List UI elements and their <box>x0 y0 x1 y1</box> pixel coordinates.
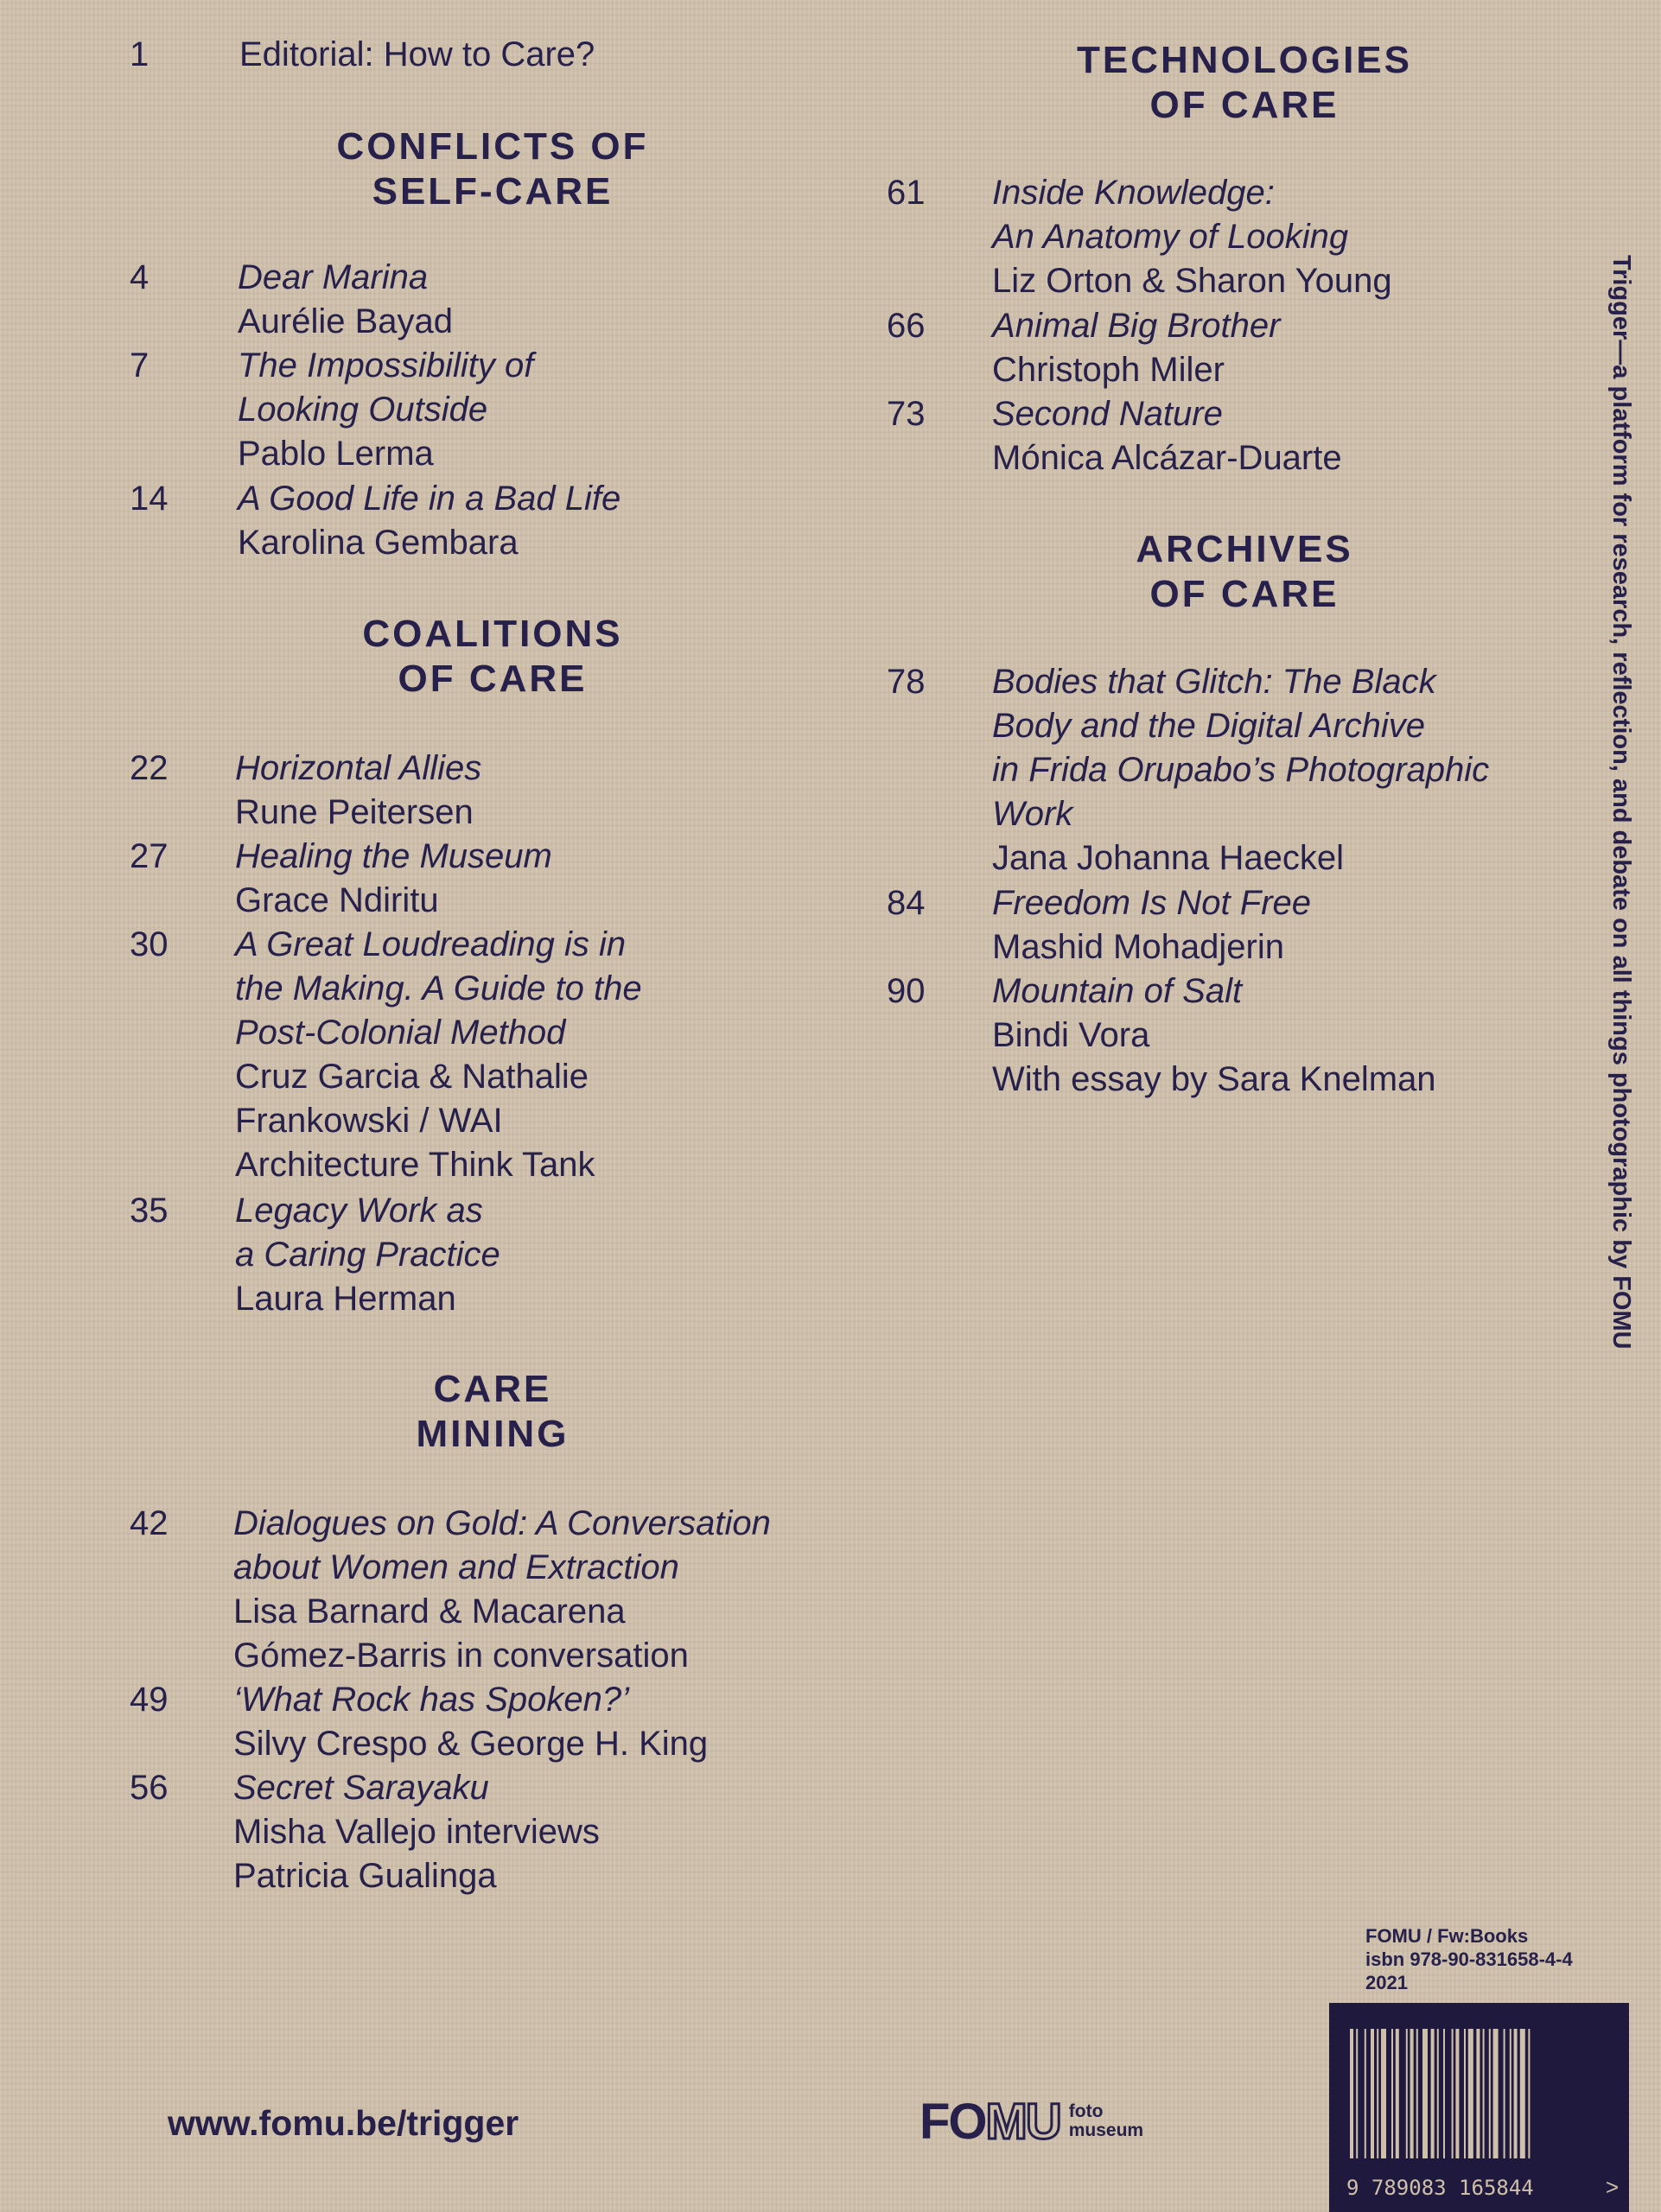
entry-author: Misha Vallejo interviews Patricia Gualinga <box>233 1813 600 1895</box>
entry-title: Animal Big Brother <box>992 307 1281 345</box>
entry-author: Bindi Vora With essay by Sara Knelman <box>992 1016 1436 1098</box>
barcode-arrow: > <box>1605 2174 1619 2200</box>
entry-author: Grace Ndiritu <box>235 881 439 919</box>
entry-title: A Great Loudreading is in the Making. A Guide to the Post-Colonial Method <box>235 925 642 1052</box>
page-number: 35 <box>130 1192 169 1230</box>
page-number: 66 <box>887 307 926 345</box>
page-number: 7 <box>130 346 150 385</box>
page-number: 14 <box>130 480 169 518</box>
page-number: 84 <box>887 884 926 922</box>
entry-author: Pablo Lerma <box>238 435 434 473</box>
entry-author: Aurélie Bayad <box>238 302 454 340</box>
entry-author: Silvy Crespo & George H. King <box>233 1725 709 1763</box>
barcode-bars <box>1350 2029 1601 2158</box>
page-number: 56 <box>130 1769 169 1807</box>
entry-title: Horizontal Allies <box>235 749 482 787</box>
logo-mu: MU <box>985 2093 1060 2150</box>
section-heading-technologies: TECHNOLOGIES OF CARE <box>1076 39 1413 126</box>
year-line: 2021 <box>1365 1972 1408 1993</box>
entry-author: Laura Herman <box>235 1280 456 1318</box>
entry-title: Inside Knowledge: An Anatomy of Looking <box>992 174 1349 256</box>
website-url: www.fomu.be/trigger <box>168 2103 519 2143</box>
entry-title: Dialogues on Gold: A Conversation about Women and Extraction <box>233 1504 771 1586</box>
entry-title: Second Nature <box>992 395 1223 433</box>
page-number: 78 <box>887 663 926 701</box>
publisher-info <box>1365 1924 1573 1994</box>
entry-author: Mashid Mohadjerin <box>992 928 1284 966</box>
entry-author: Karolina Gembara <box>238 524 519 562</box>
page-number: 73 <box>887 395 926 433</box>
section-heading-care-mining: CARE MINING <box>416 1368 570 1455</box>
isbn-line: isbn 978-90-831658-4-4 <box>1365 1948 1573 1970</box>
publisher-line: FOMU / Fw:Books <box>1365 1925 1529 1947</box>
entry-author: Jana Johanna Haeckel <box>992 839 1344 877</box>
logo-fo: FO <box>920 2093 986 2150</box>
page-number: 42 <box>130 1504 169 1542</box>
entry-author: Lisa Barnard & Macarena Gómez-Barris in conversation <box>233 1592 689 1675</box>
page-number: 4 <box>130 258 150 296</box>
section-heading-archives: ARCHIVES OF CARE <box>1136 528 1353 615</box>
page-number: 90 <box>887 972 926 1010</box>
page-number: 1 <box>130 35 150 73</box>
entry-author: Christoph Miler <box>992 351 1225 389</box>
page-number: 22 <box>130 749 169 787</box>
entry-author: Cruz Garcia & Nathalie Frankowski / WAI Architecture Think Tank <box>235 1058 595 1184</box>
entry-title: A Good Life in a Bad Life <box>238 480 621 518</box>
entry-title: Freedom Is Not Free <box>992 884 1312 922</box>
page-number: 30 <box>130 925 169 963</box>
entry-title: Dear Marina <box>238 258 429 296</box>
entry-title: Healing the Museum <box>235 837 552 875</box>
entry-author: Mónica Alcázar-Duarte <box>992 439 1342 477</box>
page-number: 27 <box>130 837 169 875</box>
entry-title: Mountain of Salt <box>992 972 1243 1010</box>
entry-title: ‘What Rock has Spoken?’ <box>233 1681 630 1719</box>
entry-author: Liz Orton & Sharon Young <box>992 262 1392 300</box>
spine-text: Trigger—a platform for research, reflection, and debate on all things photographic by FOMU <box>1607 255 1635 1350</box>
section-heading-conflicts: CONFLICTS OF SELF-CARE <box>336 125 649 213</box>
entry-author: Rune Peitersen <box>235 793 474 831</box>
entry-title: Bodies that Glitch: The Black Body and the Digital Archive in Frida Orupabo’s Photographic Work <box>992 663 1490 833</box>
entry-title: Secret Sarayaku <box>233 1769 489 1807</box>
barcode-number: 9 789083 165844 <box>1346 2176 1534 2200</box>
page-number: 49 <box>130 1681 169 1719</box>
entry-title: Editorial: How to Care? <box>239 35 595 73</box>
section-heading-coalitions: COALITIONS OF CARE <box>362 613 623 700</box>
page-number: 61 <box>887 174 926 212</box>
fomu-logo <box>920 2091 1143 2152</box>
logo-subtitle: foto museum <box>1068 2101 1144 2140</box>
entry-title: The Impossibility of Looking Outside <box>238 346 534 429</box>
entry-title: Legacy Work as a Caring Practice <box>235 1192 500 1274</box>
barcode <box>1329 2003 1629 2212</box>
